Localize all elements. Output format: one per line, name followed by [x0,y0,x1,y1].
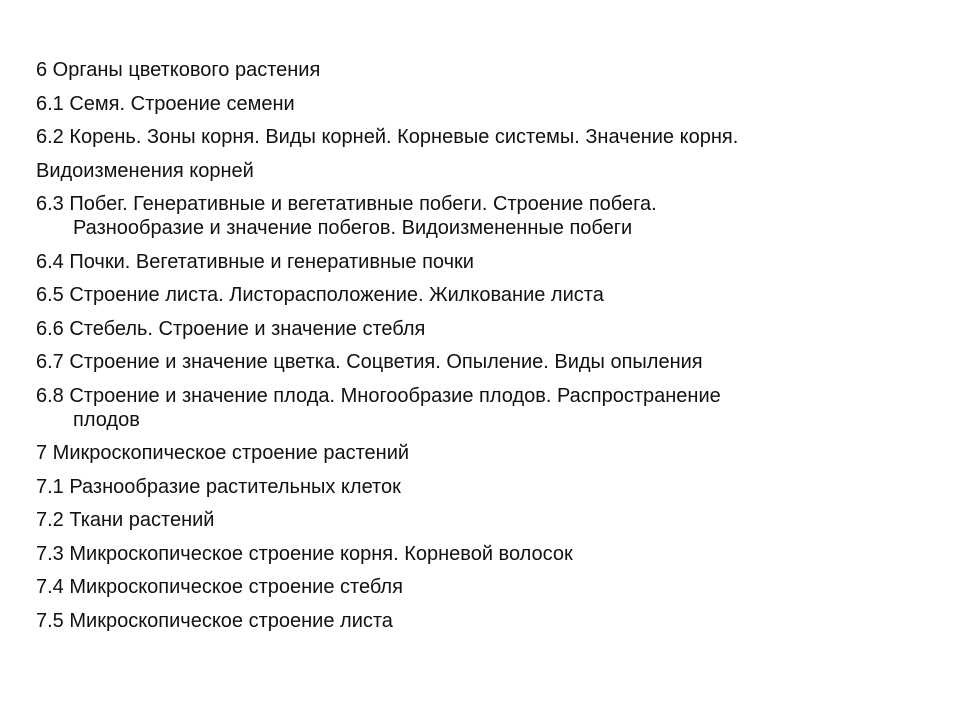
heading-7: 7 Микроскопическое строение растений [36,442,410,464]
item-6-7: 6.7 Строение и значение цветка. Соцветия. Опыление. Виды опыления [36,351,703,373]
item-6-2: 6.2 Корень. Зоны корня. Виды корней. Корневые системы. Значение корня. [36,126,739,148]
item-7-1: 7.1 Разнообразие растительных клеток [36,475,401,498]
item-7-5: 7.5 Микроскопическое строение листа [36,609,393,632]
item-6-2-cont: Видоизменения корней [36,159,254,182]
topic-list [36,58,916,633]
item-7-4: 7.4 Микроскопическое строение стебля [36,576,403,598]
item-6-3-cont: Разнообразие и значение побегов. Видоизмененные побеги [73,217,633,239]
item-7-3: 7.3 Микроскопическое строение корня. Корневой волосок [36,542,573,565]
item-6-1: 6.1 Семя. Строение семени [36,92,295,115]
item-6-6: 6.6 Стебель. Строение и значение стебля [36,317,426,340]
item-7-2: 7.2 Ткани растений [36,509,215,531]
heading-6: 6 Органы цветкового растения [36,59,321,81]
item-6-4: 6.4 Почки. Вегетативные и генеративные почки [36,250,474,273]
item-6-8: 6.8 Строение и значение плода. Многообразие плодов. Распространение [36,384,721,407]
item-6-8-cont: плодов [73,408,140,431]
item-6-3: 6.3 Побег. Генеративные и вегетативные побеги. Строение побега. [36,193,657,215]
item-6-5: 6.5 Строение листа. Листорасположение. Жилкование листа [36,284,604,306]
